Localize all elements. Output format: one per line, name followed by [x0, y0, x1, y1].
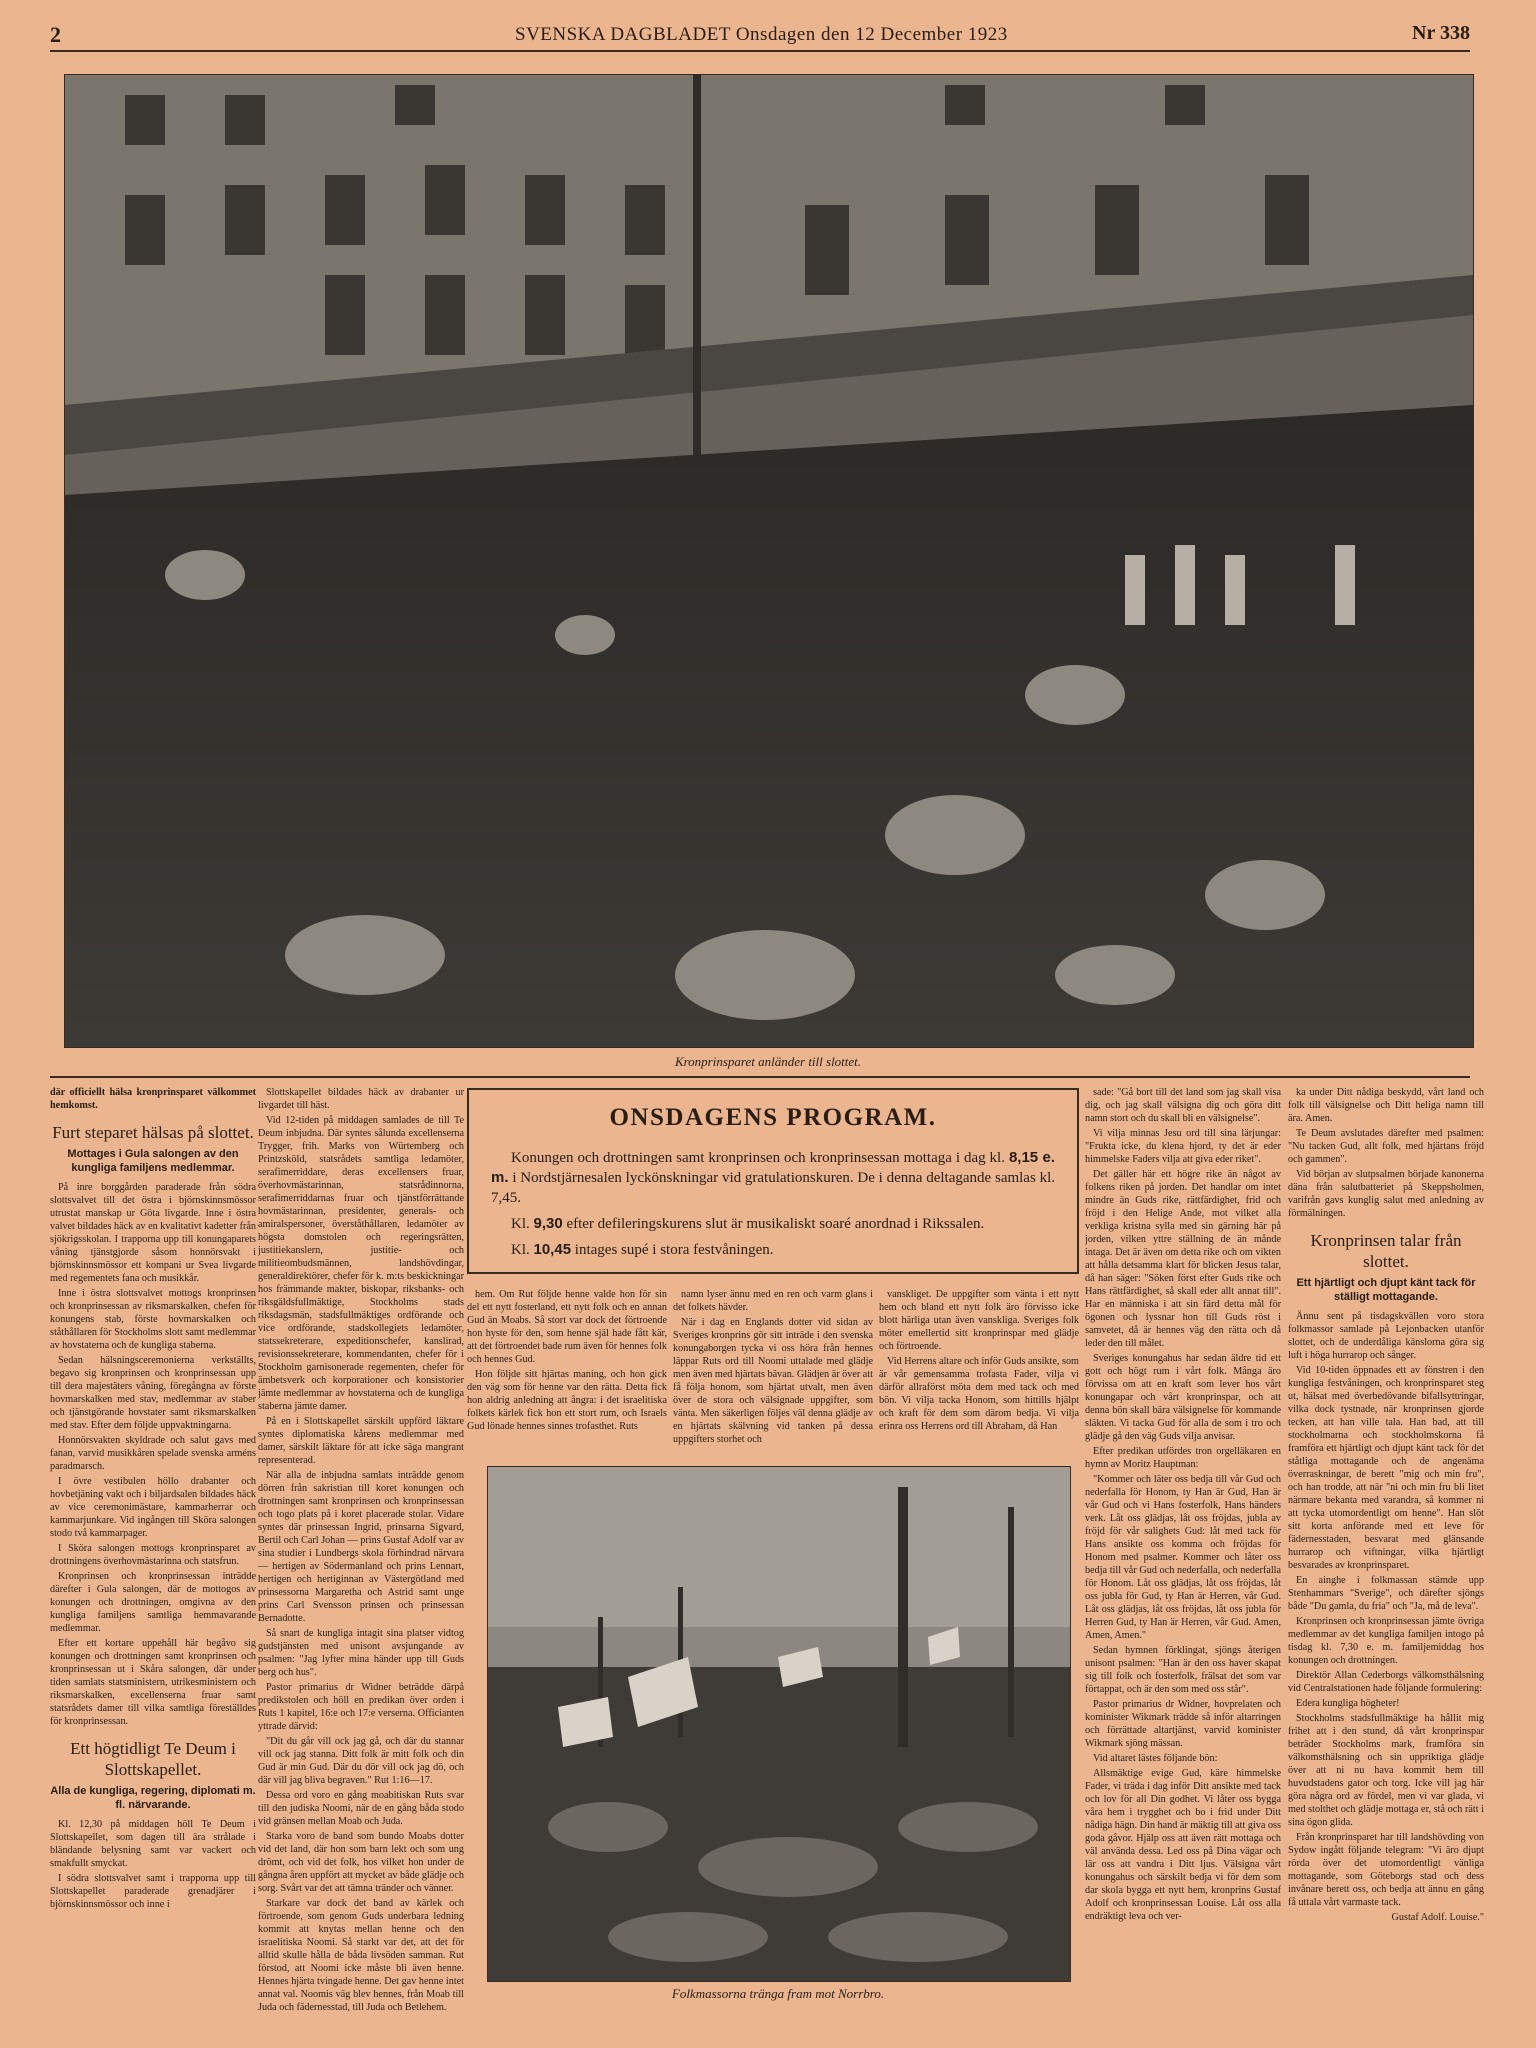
col1-paragraph: Efter ett kortare uppehåll här begåvo sig konungen och drottningen samt kronprinsen och kronprinsessan ut i Skåra salongen, där under tiden samlats statsministern, utrikesministern och riksmarskalken, excellenserna fruar samt statsrådets damer till vilka samtliga föreställdes för kronprinsessan. — [50, 1638, 256, 1727]
col2-paragraph: Dessa ord voro en gång moabitiskan Ruts svar till den judiska Noomi, när de en gång båda stodo vid gränsen mellan Moab och Juda. — [258, 1790, 464, 1827]
col2-paragraph: Slottskapellet bildades häck av drabanter ur livgardet till häst. — [258, 1087, 464, 1111]
col6-paragraph: Allsmäktige evige Gud, käre himmelske Fader, vi träda i dag inför Ditt ansikte med tack och lov för all Din godhet. Vi låter oss bygga våra hem i trygghet och bo i frid under Ditt nådiga hägn. Din hand är mäktig till att giva oss goda gåvor. Hjälp oss att även rätt mottaga och väl använda dessa. Led oss på Dina vägar och lär oss att vandra i Ditt ljus. Välsigna vårt konungahus och särskilt bedja vi för dem som dar skola bygga ett nytt hem, kronprins Gustaf Adolf och kronprinsessan Louise. Låt oss alla endräktigt leva och ver- — [1085, 1768, 1281, 1922]
col7-paragraph: Te Deum avslutades därefter med psalmen: "Nu tacken Gud, allt folk, med hjärtans fröjd och gammen". — [1288, 1128, 1484, 1165]
column-1 — [50, 1086, 256, 2026]
col2-paragraph: "Dit du går vill ock jag gå, och där du stannar vill ock jag stanna. Ditt folk är mitt folk och din Gud är min Gud. Där du dör vill ock jag dö, och där vill jag bliva begraven." Rut 1:16—17. — [258, 1736, 464, 1786]
col2-paragraph: Starka voro de band som bundo Moabs dotter vid det land, där hon som barn lekt och som ung drömt, och vid det folk, hos vilket hon under de gångna åren uppfört att mycket av både glädje och sorg. Svårt var det att tämna tränder och vänner. — [258, 1831, 464, 1894]
col2-paragraph: På en i Slottskapellet särskilt uppförd läktare syntes diplomatiska kårens medlemmar med damer, särskilt läktare för att icke säga mangrant representerad. — [258, 1416, 464, 1466]
issue-number: Nr 338 — [1412, 22, 1470, 44]
page-number: 2 — [50, 22, 61, 47]
col6-paragraph: Det gäller här ett högre rike än något av folkens riken på jorden. Det handlar om intet mindre än Guds rike, rättfärdighet, frid och fröjd i den Helige Ande, mot vilket alla verkliga kristna sylla med sin gärning här på jorden, vilken yttre ställning de än månde intaga. Det är även om detta rike och om vikten att hålla detsamma klart för blicken Jesus talar, då han säger: "Söken först efter Guds rike och Hans rättfärdighet, så skall eder allt annat till". Har en människa i att sin färd detta mål för ögonen och lyssnar hon till Guds röst i samvetet, då är hennes väg den rätta och då leder den till målet. — [1085, 1169, 1281, 1349]
col7-paragraph: Kronprinsen och kronprinsessan jämte övriga medlemmar av det kungliga familjen intogo på tisdag kl. 7,30 e. m. familjemiddag hos konungen och drottningen. — [1288, 1616, 1484, 1666]
col4-paragraph: namn lyser ännu med en ren och varm glans i det folkets hävder. — [673, 1289, 873, 1313]
column-6 — [1085, 1086, 1281, 2026]
program-item-3 — [491, 1240, 1055, 1260]
top-photo-caption: Kronprinsparet anländer till slottet. — [674, 1054, 862, 1069]
program-item-2 — [491, 1214, 1055, 1234]
program-item-2-text: Kl. — [511, 1216, 530, 1232]
program-item-3-text-cont: intages supé i stora festvåningen. — [574, 1242, 774, 1258]
col1-paragraph: I södra slottsvalvet samt i trapporna upp till Slottskapellet paraderade grenadjärer i björnskinnsmössor och inne i — [50, 1873, 256, 1910]
column-7 — [1288, 1086, 1484, 2026]
column-2 — [258, 1086, 464, 2026]
bottom-photo-caption: Folkmassorna tränga fram mot Norrbro. — [671, 1986, 885, 2001]
col1-heading-1: Furt steparet hälsas på slottet. — [52, 1123, 254, 1142]
program-item-1 — [491, 1148, 1055, 1208]
col1-subheading-2: Alla de kungliga, regering, diplomati m. fl. närvarande. — [50, 1785, 256, 1811]
col4-paragraph: När i dag en Englands dotter vid sidan av Sveriges kronprins gör sitt inträde i den svenska konungaborgen tycka vi oss höra från hennes läppar Ruts ord till Noomi uttalade med glädje men även med hjärtats bävan. Glädjen är över att få följa honom, som hjärtat utvalt, men även över de stora och välsignade uppgifter, som vänta. Men säkerligen följes väl denna glädje av en hjärtats skälvning vid tanken på dessa uppgifters storhet och — [673, 1317, 873, 1445]
col7-paragraph: En ainghe i folkmassan stämde upp Stenhammars "Sverige", och därefter sjöngs både "Du gamla, du fria" och "Ja, må de leva". — [1288, 1575, 1484, 1612]
column-5 — [879, 1288, 1079, 1460]
col7-paragraph: Från kronprinsparet har till landshövding von Sydow ingått följande telegram: "Vi äro djupt rörda över det utomordentligt vänliga mottagande, som Göteborgs stad och dess invånare berett oss, och bedja att ännu en gång få uttala vårt varmaste tack. — [1288, 1832, 1484, 1908]
col1-subheading-1: Mottages i Gula salongen av den kungliga familjens medlemmar. — [67, 1148, 239, 1174]
col7-paragraph: Vid 10-tiden öppnades ett av fönstren i den kungliga festvåningen, och kronprinsparet steg ut, hälsat med överbedövande bifallsyttringar, vilka dock tystnade, när kronprinsen gjorde tecken, att han ville tala. Han bad, att till stockholmarna och stockholmskorna få framföra ett hjärtligt och djupt känt tack för det ståtliga mottagande och de angenäma överraskningar, de berett "mig och min fru", och han trodde, att när "ni och min fru bli litet närmare bekanta med varandra, så kommer ni att tycka utomordentligt om henne". Han slöt sitt korta anförande med ett leve för fädernesstaden, besvarat med glänsande hurrarop och viftningar, vilka hjärtligt besvarades av kronprinsparet. — [1288, 1365, 1484, 1571]
col1-paragraph: På inre borggården paraderade från södra slottsvalvet till det östra i björnskinnsmössor utrustat manskap ur Göta livgarde. Inne i östra valvet bildades häck av en kvalitativt kadetter från sjökrigsskolan. I trapporna upp till konungaparets våning tjänstgjorde såsom honnörsvakt i björnskinnsmössor ett kompani ur Svea livgarde med regementets fana och musikkår. — [50, 1182, 256, 1284]
column-3 — [467, 1288, 667, 1460]
program-item-3-time: 10,45 — [533, 1241, 572, 1258]
col2-paragraph: Så snart de kungliga intagit sina platser vidtog gudstjänsten med unisont avsjungande av psalmen: "Jag lyfter mina händer upp till Guds berg och hus". — [258, 1628, 464, 1678]
col7-paragraph: Ännu sent på tisdagskvällen voro stora folkmassor samlade på Lejonbacken utanför slottet, och de underdåliga känslorna göra sig luft i höga hurrarop och sånger. — [1288, 1311, 1484, 1361]
col1-paragraph: Honnörsvakten skyldrade och salut gavs med fanan, varvid musikkåren spelade svenska arméns paradmarsch. — [50, 1435, 256, 1472]
program-item-1-text-cont: i Nordstjärnesalen lyckönskningar vid gratulationskuren. De i denna deltagande samlas kl. 7,45. — [491, 1170, 1056, 1206]
col7-paragraph: Vid början av slutpsalmen började kanonerna däna från salutbatteriet på Skeppsholmen, varifrån gavs kunglig salut med anledning av förmälningen. — [1288, 1169, 1484, 1219]
col7-paragraph: Stockholms stadsfullmäktige ha hållit mig frihet att i den stund, då vårt kronprinspar beträder Stockholms mark, framföra sin välkomsthälsning och sin uppriktiga glädje över att ni nu hava kommit hem till huvudstadens gator och torg. Icke vill jag här göra några ord av fördel, men vi var glada, vi med stolthet och glädje mottaga er, stå och rätt i sina ögon glida. — [1288, 1713, 1484, 1828]
col3-paragraph: Hon följde sitt hjärtas maning, och hon gick den väg som för henne var den rätta. Detta fick hon aldrig anledning att ångra: i det israelitiska folkets kärlek fick hon ett stort rum, och Israels Gud lönade hennes sinnes trofasthet. Ruts — [467, 1369, 667, 1432]
program-title: ONSDAGENS PROGRAM. — [609, 1104, 937, 1131]
col1-lead: där officiellt hälsa kronprinsparet välkommet hemkomst. — [50, 1087, 256, 1111]
masthead — [50, 22, 1470, 48]
col2-paragraph: Vid 12-tiden på middagen samlades de till Te Deum inbjudna. Där syntes sålunda excellenserna Trygger, frih. Marks von Würtemberg och Printzsköld, statsrådets samtliga ledamöter, serafimerriddare, deras excellensers fruar, överhovmästarinnan, statsrådinnorna, serafimerriddarnas fruar och tjänstförrättande hovmästarinnan, presidenter, generals- och amiralspersoner, överståthållaren, ledamöter av högsta domstolen och regeringsrätten, justitiekanslern, justitie- och militieombudsmännen, landshövdingar, generaldirektörer, chefer för k. m:ts beskickningar hos främmande makter, biskopar, riksbanks- och riksgäldsfullmäktige, Stockholms stads riksdagsmän, stadsfullmäktiges ordförande och vice ordförande, stadskollegiets ledamöter, statssekreterare, expeditionschefer, kanslirad, revisionssekreterare, kommendanten, chefer för i Stockholm garnisonerade regementen, chefer för ämbetsverk och korporationer och konsistorier jämte medlemmar av hovstaterna och de kungliga staberna jämte damer. — [258, 1115, 464, 1412]
col3-paragraph: hem. Om Rut följde henne valde hon för sin del ett nytt fosterland, ett nytt folk och en annan Gud än Moabs. Så stort var dock det förtroende hon hyste för den, som henne själ hade fått kär, att det förtroendet bade rum även för hennes folk och hennes Gud. — [467, 1289, 667, 1365]
col1-paragraph: Kl. 12,30 på middagen höll Te Deum i Slottskapellet, som dagen till ära strålade i bländande belysning samt var vackert och smakfullt smyckat. — [50, 1819, 256, 1869]
col6-paragraph: Efter predikan utfördes tron orgelläkaren en hymn av Moritz Hauptman: — [1085, 1446, 1281, 1470]
col6-paragraph: sade: "Gå bort till det land som jag skall visa dig, och jag skall välsigna dig och göra ditt namn stort och du skall bli en välsignelse". — [1085, 1087, 1281, 1124]
program-item-2-time: 9,30 — [533, 1215, 563, 1232]
col2-paragraph: Pastor primarius dr Widner beträdde därpå predikstolen och höll en predikan över orden i Ruts 1 kapitel, 16:e och 17:e verserna. Officianten yttrade därvid: — [258, 1682, 464, 1732]
caption-rule — [50, 1076, 1470, 1078]
col7-paragraph: Direktör Allan Cederborgs välkomsthälsning vid Centralstationen hade följande formulering: — [1288, 1670, 1484, 1694]
onsdagens-program-box — [467, 1088, 1079, 1274]
col2-paragraph: Starkare var dock det band av kärlek och förtroende, som genom Guds underbara ledning kommit att knytas mellan henne och den israelitiska Noomi. Så starkt var det, att det för alltid skulle hålla de båda livsöden samman. Rut förstod, att Noomi icke måste bli även henne. Hennes hjärta tvingade henne. Det gav henne intet annat val. Noomis väg blev hennes, från Moab till Juda och fädernesstad, till Juda och Betlehem. — [258, 1898, 464, 2013]
col1-paragraph: I övre vestibulen höllo drabanter och hovbetjäning vakt och i biljardsalen bildades häck av vice ceremonimästare, kammarherrar och kammarjunkare. Vid ingången till Sköra salongen stodo två kammarpager. — [50, 1476, 256, 1539]
program-item-1-text: Konungen och drottningen samt kronprinsen och kronprinsessan mottaga i dag kl. — [511, 1150, 1005, 1166]
col7-paragraph: Edera kungliga högheter! — [1296, 1698, 1400, 1709]
program-item-1-time: 8,15 e. m. — [491, 1149, 1056, 1186]
col6-paragraph: Vi vilja minnas Jesu ord till sina lärjungar: "Frukta icke, du klena hjord, ty det är eder himmelske Faders vilja att giva eder riket". — [1085, 1128, 1281, 1165]
col1-heading-2: Ett högtidligt Te Deum i Slottskapellet. — [70, 1739, 236, 1779]
col6-paragraph: Vid altaret lästes följande bön: — [1093, 1753, 1218, 1764]
column-4 — [673, 1288, 873, 1460]
col5-paragraph: Vid Herrens altare och inför Guds ansikte, som är vår gemensamma trofasta Fader, vilja vi därför allraförst möta dem med tack och med bön. Vi vilja tacka Honom, som hittills hjälpt och kraft för dem som därom bedja. Vi vilja erinra oss Herrens ord till Abraham, då Han — [879, 1356, 1079, 1432]
masthead-rule — [50, 50, 1470, 52]
col7-paragraph: ka under Ditt nådiga beskydd, vårt land och folk till välsignelse och Ditt heliga namn till ära. Amen. — [1288, 1087, 1484, 1124]
program-item-2-text-cont: efter defileringskurens slut är musikaliskt soaré anordnad i Rikssalen. — [566, 1216, 985, 1232]
program-item-3-text: Kl. — [511, 1242, 530, 1258]
col1-paragraph: Kronprinsen och kronprinsessan inträdde därefter i Gula salongen, där de mottogos av konungen och drottningen, omgivna av den kungliga familjens samtliga hemmavarande medlemmar. — [50, 1571, 256, 1634]
col7-subheading-1: Ett hjärtligt och djupt känt tack för ställigt mottagande. — [1296, 1277, 1476, 1303]
col6-paragraph: "Kommer och läter oss bedja till vår Gud och nederfalla för Honom, ty Han är Gud, Han är vår Gud och vi Hans fosterfolk, Hans händers verk. Låt oss glädjas, låt oss fröjdas, jubla av fröjd för vår salighets Gud: låt med tack för Hans ansikte oss komma och fröjdas för Honom med psalmer. Kommer och låter oss bedja till vår Gud och nederfalla, och nederfalla för Honom. Låt oss glädjas, låt oss fröjdas, låt oss jubla för Gud, ty Han är Herren, vår Gud. Låt oss glädjas, låt oss fröjdas, låt oss jubla för Herren Gud, ty Han är Herren, vår Gud. Amen, Amen, Amen." — [1085, 1474, 1281, 1641]
col6-paragraph: Sveriges konungahus har sedan äldre tid ett gott och högt rum i vårt folk. Många äro förvissa om att en kraft som lever hos vårt konungapar och vårt kronprinspar, och att denna bön skall bära välsignelse för kommande släkten. Vi tacka Gud för alla de som i tro och glädje gå den väg Guds vilja anvisar. — [1085, 1353, 1281, 1442]
col5-paragraph: vanskliget. De uppgifter som vänta i ett nytt hem och bland ett nytt folk äro förvisso icke blott härliga utan även vanskliga. Sveriges folk möter emellertid sitt kronprinspar med glädje och förtroende. — [879, 1289, 1079, 1352]
col1-paragraph: Sedan hälsningsceremonierna verkställts, begavo sig kronprinsen och kronprinsessan upp till dera majestäters våning, föregångna av förste hovmarskalken med stav, medlemmar av staber och tjänstgörande hovstater samt riksmarskalken med stav. Efter dem följde uppvaktningarna. — [50, 1355, 256, 1431]
col2-paragraph: När alla de inbjudna samlats inträdde genom dörren från sakristian till koret konungen och drottningen samt kronprinsen och kronprinsessan och togo plats på i koret placerade stolar. Vidare syntes där prinsessan Ingrid, prinsarna Sigvard, Bertil och Carl Johan — prins Gustaf Adolf var av sina studier i Lundbergs skola förhindrad närvara — hertigen av Södermanland och prins Lennart, hertigen och hertiginnan av Västergötland med prinsessorna Margaretha och Astrid samt unge prins Carl Svensson prinsen och prinsessan Bernadotte. — [258, 1470, 464, 1624]
col7-heading-1: Kronprinsen talar från slottet. — [1310, 1231, 1462, 1271]
top-photo-palace-arrival — [64, 74, 1474, 1048]
bottom-photo-crowds-norrbro — [487, 1466, 1071, 1982]
col7-signature: Gustaf Adolf. Louise." — [1391, 1912, 1484, 1923]
col1-paragraph: I Sköra salongen mottogs kronprinsparet av drottningens överhovmästarinna och statsfrun. — [50, 1543, 256, 1567]
col6-paragraph: Sedan hymnen förklingat, sjöngs återigen unisont psalmen: "Han är den oss haver skapat sig till folk och fosterfolk, frälsat det som var förtappat, och är den som med oss står". — [1085, 1645, 1281, 1695]
paper-dateline: SVENSKA DAGBLADET Onsdagen den 12 December 1923 — [515, 24, 1008, 45]
col6-paragraph: Pastor primarius dr Widner, hovprelaten och kominister Wikmark trädde så inför altarringen och förrättade altartjänst, varvid kominister Wikmark sjöng mässan. — [1085, 1699, 1281, 1749]
col1-paragraph: Inne i östra slottsvalvet mottogs kronprinsen och kronprinsessan av riksmarskalken, chefen för konungens stab, förste hovmarskalken och ståthållaren för Stockholms slott samt medlemmar av hovstaterna och de kungliga staberna. — [50, 1288, 256, 1351]
